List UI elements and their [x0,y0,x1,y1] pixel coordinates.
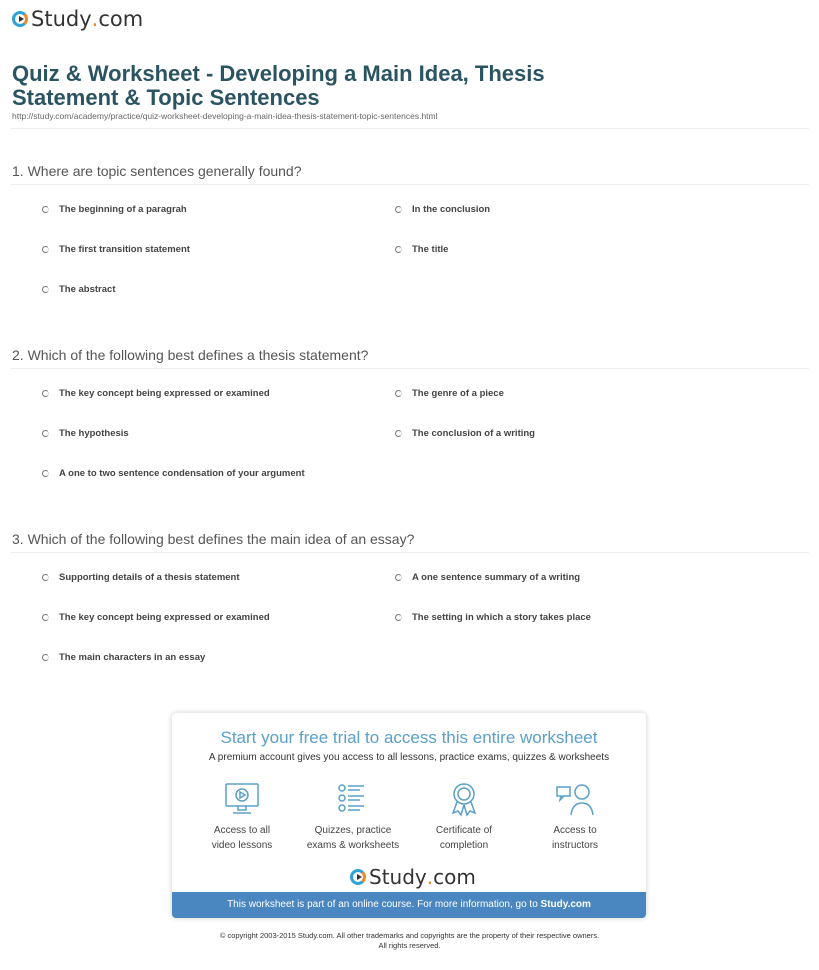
answer-option[interactable] [42,244,190,255]
feature-label: exams & worksheets [306,840,400,851]
divider [10,184,809,185]
play-icon [12,11,28,27]
title-line: Quiz & Worksheet - Developing a Main Idea, Thesis [12,61,545,86]
logo-text: Study [31,7,92,31]
radio-button[interactable] [42,654,49,661]
feature-quizzes [293,781,413,853]
free-trial-panel [172,713,646,918]
feature-label: Access to all [213,825,271,836]
option-label: The first transition statement [59,244,190,255]
promo-subheading: A premium account gives you access to all lessons, practice exams, quizzes & worksheets [208,752,610,763]
title-line: Statement & Topic Sentences [12,85,320,110]
list-icon [335,781,371,817]
radio-button[interactable] [395,246,402,253]
answer-option[interactable] [42,388,270,399]
radio-button[interactable] [42,286,49,293]
radio-button[interactable] [42,614,49,621]
divider [10,368,809,369]
page-title [12,62,545,110]
course-info-banner [172,892,646,918]
copyright [0,931,819,951]
option-label: The key concept being expressed or examined [59,388,270,399]
feature-certificate [404,781,524,853]
radio-button[interactable] [395,574,402,581]
answer-option[interactable] [42,284,116,295]
logo-text: com [433,865,476,889]
answer-option[interactable] [42,204,187,215]
radio-button[interactable] [42,574,49,581]
banner-text: This worksheet is part of an online course. For more information, go to [227,899,541,910]
question-text: 2. Which of the following best defines a thesis statement? [12,347,369,363]
study-link[interactable]: Study.com [540,899,591,910]
radio-button[interactable] [395,614,402,621]
award-ribbon-icon [446,781,482,817]
feature-label: completion [439,840,489,851]
radio-button[interactable] [42,390,49,397]
answer-option[interactable] [42,468,305,479]
logo-dot: . [91,7,99,31]
copyright-line: All rights reserved. [378,941,441,950]
answer-option[interactable] [395,612,591,623]
study-logo[interactable] [12,7,143,31]
option-label: The abstract [59,284,116,295]
radio-button[interactable] [42,206,49,213]
page-url: http://study.com/academy/practice/quiz-worksheet-developing-a-main-idea-thesis-statement-topic-sentences.html [12,111,438,121]
feature-label: Access to [553,825,597,836]
answer-option[interactable] [42,428,129,439]
radio-button[interactable] [395,430,402,437]
answer-option[interactable] [395,388,504,399]
option-label: The conclusion of a writing [412,428,535,439]
option-label: The title [412,244,449,255]
option-label: The setting in which a story takes place [412,612,591,623]
answer-option[interactable] [395,428,535,439]
radio-button[interactable] [395,206,402,213]
option-label: A one sentence summary of a writing [412,572,581,583]
question-text: 1. Where are topic sentences generally found? [12,163,302,179]
radio-button[interactable] [42,246,49,253]
feature-label: Certificate of [435,825,493,836]
feature-label: instructors [551,840,599,851]
option-label: The beginning of a paragrah [59,204,187,215]
promo-heading: Start your free trial to access this entire worksheet [220,728,598,747]
study-logo[interactable] [350,865,476,889]
divider [10,552,809,553]
question-text: 3. Which of the following best defines the main idea of an essay? [12,531,415,547]
copyright-line: © copyright 2003-2015 Study.com. All other trademarks and copyrights are the property of their respective owners. [219,931,600,940]
instructor-chat-icon [555,781,595,817]
answer-option[interactable] [42,572,240,583]
monitor-play-icon [224,781,260,817]
answer-option[interactable] [42,652,205,663]
feature-label: Quizzes, practice [314,825,392,836]
option-label: The hypothesis [59,428,129,439]
divider [10,128,809,129]
answer-option[interactable] [395,244,448,255]
option-label: In the conclusion [412,204,491,215]
feature-label: video lessons [211,840,273,851]
logo-text: Study [369,865,427,889]
option-label: The genre of a piece [412,388,504,399]
feature-video-lessons [182,781,302,853]
answer-option[interactable] [42,612,270,623]
option-label: The key concept being expressed or examined [59,612,270,623]
logo-text: com [98,7,144,31]
option-label: Supporting details of a thesis statement [59,572,240,583]
radio-button[interactable] [42,430,49,437]
logo-dot: . [426,865,434,889]
feature-instructors [515,781,635,853]
option-label: A one to two sentence condensation of your argument [59,468,305,479]
radio-button[interactable] [42,470,49,477]
play-icon [350,869,366,885]
answer-option[interactable] [395,572,580,583]
answer-option[interactable] [395,204,490,215]
radio-button[interactable] [395,390,402,397]
option-label: The main characters in an essay [59,652,206,663]
